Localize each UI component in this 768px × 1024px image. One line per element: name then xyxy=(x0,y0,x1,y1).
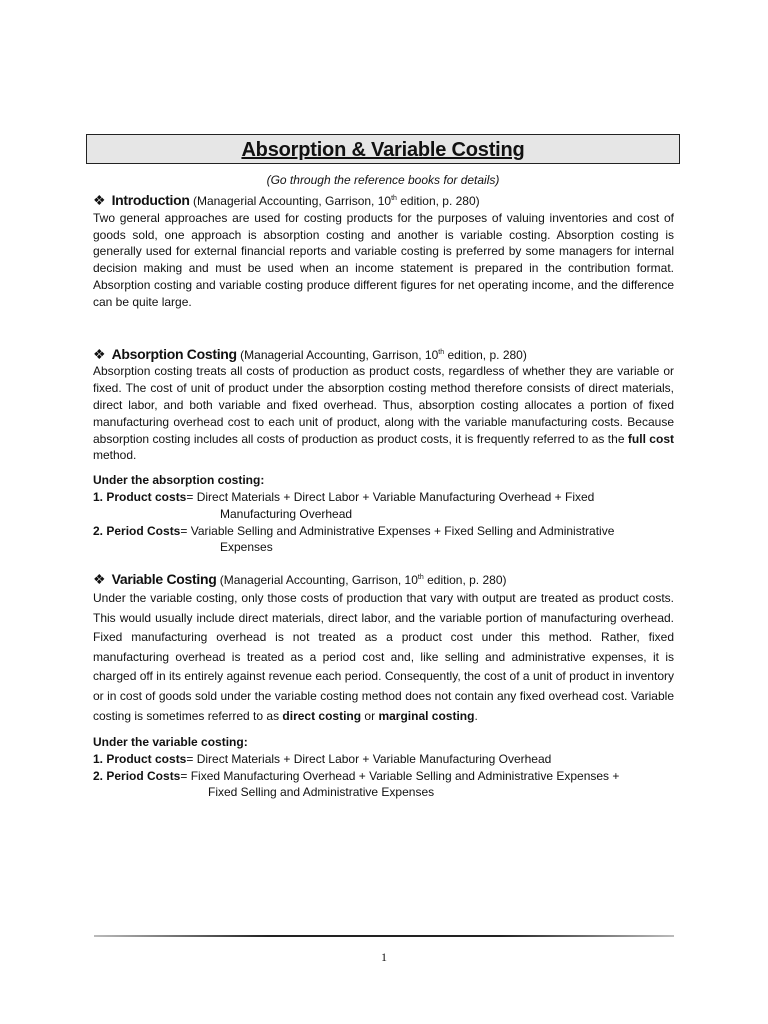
variable-period-costs-formula: = Fixed Manufacturing Overhead + Variable Selling and Administrative Expenses + xyxy=(180,768,620,783)
absorption-period-costs-cont: Expenses xyxy=(220,540,273,555)
variable-reference: (Managerial Accounting, Garrison, 10 xyxy=(216,573,418,588)
intro-reference-sup: th xyxy=(391,195,397,202)
variable-under-heading: Under the variable costing: xyxy=(93,735,248,750)
absorption-heading-label: Absorption Costing xyxy=(111,345,237,362)
intro-heading-label: Introduction xyxy=(111,192,190,208)
intro-paragraph: Two general approaches are used for costing products for the purposes of valuing inventories and cost of goods sold, one approach is absorption costing and another is variable costing. Absorption costing is generally used for external financial reports and variable costing is preferred by some managers for internal decision making and must be used when an income statement is prepared in the contribution format. Absorption costing and variable costing produce different figures for net operating income, and the difference can be quite large. xyxy=(93,210,674,309)
direct-costing-term: direct costing xyxy=(282,708,362,723)
absorption-product-costs-cont: Manufacturing Overhead xyxy=(220,506,353,521)
diamond-bullet-icon: ❖ xyxy=(93,192,106,208)
absorption-period-costs xyxy=(93,523,674,540)
intro-heading xyxy=(93,191,674,210)
variable-paragraph-text: Under the variable costing, only those costs of production that vary with output are treated as product costs. This would usually include direct materials, direct labor, and the variable portion of manufacturing overhead. Fixed manufacturing overhead is not treated as a product cost under this method. Rather, fixed manufacturing overhead is treated as a period cost and, like selling and administrative expenses, it is charged off in its entirely against revenue each period. Consequently, the cost of a unit of product in inventory or in cost of goods sold under the variable costing method does not contain any fixed overhead cost. Variable costing is sometimes referred to as xyxy=(93,590,674,723)
absorption-paragraph xyxy=(93,363,674,464)
variable-paragraph-end: . xyxy=(474,708,478,723)
absorption-reference-end: edition, p. 280) xyxy=(444,347,527,362)
diamond-bullet-icon: ❖ xyxy=(93,345,106,362)
variable-paragraph-mid: or xyxy=(361,708,379,723)
document-body xyxy=(93,191,674,801)
absorption-period-costs-formula: = Variable Selling and Administrative Expenses + Fixed Selling and Administrative xyxy=(180,523,615,538)
variable-period-costs-label: 2. Period Costs xyxy=(93,768,181,783)
variable-heading-label: Variable Costing xyxy=(111,571,217,588)
subtitle: (Go through the reference books for details) xyxy=(266,173,500,187)
intro-reference-end: edition, p. 280) xyxy=(396,194,480,208)
variable-period-costs xyxy=(93,768,674,785)
absorption-period-costs-label: 2. Period Costs xyxy=(93,523,181,538)
diamond-bullet-icon: ❖ xyxy=(93,571,106,588)
footer-rule xyxy=(94,935,674,937)
variable-product-costs xyxy=(93,751,674,768)
absorption-product-costs-formula: = Direct Materials + Direct Labor + Variable Manufacturing Overhead + Fixed xyxy=(186,489,595,504)
variable-period-costs-cont: Fixed Selling and Administrative Expenses xyxy=(208,785,435,800)
variable-reference-end: edition, p. 280) xyxy=(423,573,507,588)
variable-paragraph xyxy=(93,589,674,726)
absorption-product-costs xyxy=(93,489,674,506)
marginal-costing-term: marginal costing xyxy=(378,708,475,723)
absorption-reference: (Managerial Accounting, Garrison, 10 xyxy=(236,347,439,362)
absorption-under-heading: Under the absorption costing: xyxy=(93,473,265,488)
absorption-product-costs-label: 1. Product costs xyxy=(93,489,187,504)
variable-reference-sup: th xyxy=(417,574,424,582)
full-cost-term: full cost xyxy=(627,431,674,446)
absorption-paragraph-text: Absorption costing treats all costs of production as product costs, regardless of whether they are variable or fixed. The cost of unit of product under the absorption costing method therefore consists of direct materials, direct labor, and both variable and fixed overhead. Thus, absorption costing allocates a portion of fixed manufacturing overhead cost to each unit of product, along with the variable manufacturing costs. Because absorption costing includes all costs of production as product costs, it is frequently referred to as the xyxy=(93,364,674,446)
variable-product-costs-formula: = Direct Materials + Direct Labor + Variable Manufacturing Overhead xyxy=(186,751,552,766)
absorption-heading xyxy=(93,345,674,364)
variable-heading xyxy=(93,570,674,589)
absorption-reference-sup: th xyxy=(438,348,445,356)
page-number: 1 xyxy=(381,950,387,964)
variable-product-costs-label: 1. Product costs xyxy=(93,751,187,766)
intro-reference: (Managerial Accounting, Garrison, 10 xyxy=(189,194,392,208)
absorption-paragraph-end: method. xyxy=(93,448,137,463)
page-title: Absorption & Variable Costing xyxy=(86,134,680,164)
